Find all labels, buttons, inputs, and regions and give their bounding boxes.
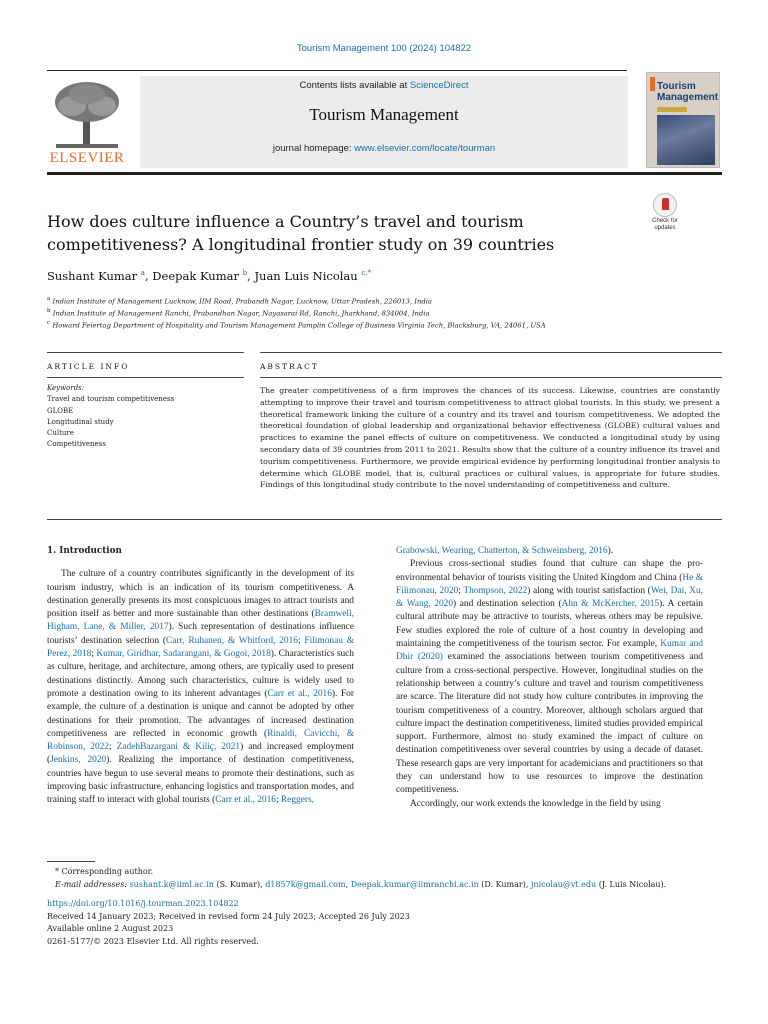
paragraph [396,558,703,797]
body-text: ) along with tourist satisfaction ( [527,585,651,596]
homepage-line [140,143,628,154]
body-text: The culture of a country contributes significantly in the development of its tourism industry, which is an indication of its tourism competitiveness. A destination generally presents its most conspicuous images to attract tourists and position itself as better and more sustainable than other destinations ( [47,569,354,620]
article-info-heading: ARTICLE INFO [47,362,130,371]
journal-homepage-link[interactable]: www.elsevier.com/locate/tourman [354,143,496,154]
abstract-bottom-rule [47,519,722,520]
body-text: examined the associations between tourism competitiveness and culture from a cross-sectional perspective. However, longitudinal studies on the relationship between a country’s culture and travel and tourism competitiveness are scarce. The literature did not study how culture contributes in improving the tourism competitiveness of a country. Moreover, although scholars argued that culture impact the destination competitiveness, limited studies provided empirical support. Furthermore, almost no study examined the impact of culture on destination competitiveness over several countries by using a decade of dataset. These research gaps are very important for academicians and practitioners so that they can understand how to use resources to improve the destination competitiveness. [396,652,703,796]
citation-link[interactable]: Kumar and Dhir (2020) [396,639,703,663]
available-online: Available online 2 August 2023 [47,924,174,933]
cover-photo [657,115,715,165]
header-top-rule [47,70,627,71]
bookmark-icon [653,193,677,217]
email-link[interactable]: d1857k@gmail.com [265,880,346,889]
keyword-item: Competitiveness [47,440,106,449]
citation-link[interactable]: Rinaldi, Cavicchi, & Robinson, 2022 [47,728,354,753]
author-list: Sushant Kumar $^a$, Deepak Kumar $^b$, Juan Luis Nicolau $^{c,*}$ [47,269,372,283]
header-bottom-rule [47,172,722,175]
article-title: How does culture influence a Country’s travel and tourism competitiveness? A longitudinal frontier study on 39 countries [47,212,555,254]
sciencedirect-link[interactable]: ScienceDirect [409,80,469,91]
check-updates-label: Check for updates [652,218,678,231]
body-text: ). Such representation of destinations influence tourists’ destination selection ( [47,622,354,646]
copyright: 0261-5177/© 2023 Elsevier Ltd. All rights reserved. [47,936,259,946]
footnotes [47,865,727,891]
citation-link[interactable]: Carr, Ruhanen, & Whitford, 2016 [165,635,298,646]
citation-link[interactable]: Wei, Dai, Xu, & Wang, 2020 [396,585,703,610]
body-text: ). For example, the culture of a destination is unique and cannot be adopted by other destinations for their promotion. The advantages of increased destination competitiveness are reflected in economic growth ( [47,688,354,739]
abstract-text: The greater competitiveness of a firm improves the chances of its success. Likewise, countries are constantly attempting to improve their travel and tourism competitiveness to attract global tourists. In this study, we present a theoretical framework linking the culture of a country and its travel and tourism competitiveness. We adopted the theoretical foundation of global leadership and organizational behavior effectiveness (GLOBE) cultural values and practices to examine the panel effects of culture on competitiveness. We conducted a longitudinal study by using secondary data of 39 countries from 2011 to 2021. Results show that the culture of a country influence its travel and tourism competitiveness. Furthermore, we provide empirical evidence by performing longitudinal frontier analysis to determine which GLOBE model, that is, cultural practices or cultural values, is appropriate for future studies. Findings of this longitudinal study contribute to the novel understanding of competitiveness and culture. [260,386,720,490]
elsevier-tree-logo-icon [50,80,124,150]
email-link[interactable]: jnicolau@vt.edu [530,880,597,889]
affiliation: $^b$ Indian Institute of Management Ranchi, Prabandhan Nagar, Nayasarai Rd, Ranchi, Jharkhand, 834004, India [47,308,430,318]
contents-line [140,80,628,91]
elsevier-wordmark[interactable]: ELSEVIER [49,150,125,166]
body-text: ) and increased employment ( [47,742,354,766]
body-text: ; [458,585,464,596]
received-dates: Received 14 January 2023; Received in revised form 24 July 2023; Accepted 26 July 2023 [47,911,410,921]
email-link[interactable]: sushant.k@iiml.ac.in [129,880,214,889]
keyword-item: GLOBE [47,406,74,415]
citation-link[interactable]: Jenkins, 2020 [50,755,107,766]
contents-prefix: Contents lists available at [299,80,410,91]
keyword-item: Travel and tourism competitiveness [47,395,175,404]
paragraph: Accordingly, our work extends the knowledge in the field by using [410,798,661,809]
author-name[interactable]: Juan Luis Nicolau [254,269,358,283]
body-text: ) and destination selection ( [453,599,562,610]
article-info-subrule [47,377,244,378]
body-text: ). A certain cultural attribute may be attractive to tourists, whereas others may be repulsive. Few studies explored the role of culture of a host country in developing and maintaining the competitiveness of the tourism sector. For example, [396,599,703,650]
body-text: ; [91,649,97,660]
cover-accent-strip [657,107,687,112]
journal-title: Tourism Management [309,105,459,124]
citation-link[interactable]: Carr et al., 2016 [215,795,276,806]
body-text: ). Realizing the importance of destination competitiveness, countries have begun to use several means to promote their destinations, such as improving basic infrastructure, enhancing logistics and transportation modes, and training staff to interact with global tourists ( [47,755,355,806]
keywords-heading: Keywords: [47,384,85,392]
email-link[interactable]: Deepak.kumar@iimranchi.ac.in [350,880,479,889]
author-affiliation-mark[interactable]: a [140,269,145,278]
affiliation: $^a$ Indian Institute of Management Lucknow, IIM Road, Prabandh Nagar, Lucknow, Uttar Pradesh, 226013, India [47,296,432,306]
citation-link[interactable]: Thompson, 2022 [463,585,528,596]
paragraph-continued [396,545,703,558]
affiliation: $^c$ Howard Feiertag Department of Hospitality and Tourism Management Pamplin College of Business Virginia Tech, Blacksburg, VA, 24061, USA [47,320,546,330]
corresponding-author-note: * Corresponding author. [55,867,154,876]
body-text: ; [109,742,117,753]
email-addresses: E-mail addresses: sushant.k@iiml.ac.in (S. Kumar), d1857k@gmail.com, Deepak.kumar@iimranchi.ac.in (D. Kumar), jnicolau@vt.edu (J. Luis Nicolau). [55,880,667,889]
publication-info [47,898,410,948]
doi-link[interactable]: https://doi.org/10.1016/j.tourman.2023.104822 [47,899,239,908]
body-column-left [47,545,354,808]
body-text: ). Characteristics such as culture, heritage, and architecture, among others, are typically used to present destinations distinctly. Among such characteristics, culture is widely used to promote a destination owing to its inherent advantages ( [47,649,354,699]
abstract-subrule [260,377,722,378]
email-label: E-mail addresses: [55,880,128,889]
citation-link[interactable]: Bramwell, Higham, Lane, & Miller, 2017 [47,609,354,633]
citation-link[interactable]: Grabowski, Wearing, Chatterton, & Schweinsberg, 2016 [396,546,608,556]
journal-cover-image[interactable] [646,72,720,168]
abstract-heading: ABSTRACT [260,362,319,371]
citation-link[interactable]: Reggers, [280,795,314,806]
citation-link[interactable]: He & Filimonau, 2020 [396,572,703,596]
journal-masthead [140,76,628,168]
cover-title: Tourism Management [657,81,719,103]
homepage-prefix: journal homepage: [272,143,355,154]
author-name[interactable]: Sushant Kumar [47,269,138,283]
body-text: ; [275,795,281,806]
body-text: ). [607,546,614,556]
body-text: Previous cross-sectional studies found that culture can shape the pro-environmental behavior of tourists visiting the United Kingdom and China ( [396,559,703,583]
citation-link[interactable]: ZadehBazargani & Kiliç, 2021 [116,742,241,753]
citation-link[interactable]: Filimonau & Perez, 2018 [47,635,354,660]
citation-link[interactable]: Ahn & McKercher, 2015 [561,599,660,610]
author-affiliation-mark[interactable]: b [242,269,248,278]
citation-link[interactable]: Carr et al., 2016 [267,688,332,699]
author-affiliation-mark[interactable]: c,* [361,269,372,278]
footnote-rule [47,861,95,862]
abstract-rule [260,352,722,353]
section-heading-introduction: 1. Introduction [47,546,122,556]
keywords-block [47,383,237,451]
journal-reference[interactable]: Tourism Management 100 (2024) 104822 [296,43,472,54]
citation-link[interactable]: Kumar, Giridhar, Sadarangani, & Gogoi, 2018 [96,649,271,660]
keyword-item: Longitudinal study [47,417,114,426]
cover-publisher-mark [650,77,655,91]
keyword-item: Culture [47,429,74,438]
article-info-rule [47,352,244,353]
body-column-right [396,545,703,811]
body-text: ; [297,635,305,646]
paragraph [47,568,354,807]
check-for-updates-button[interactable] [645,193,685,231]
author-name[interactable]: Deepak Kumar [152,269,239,283]
